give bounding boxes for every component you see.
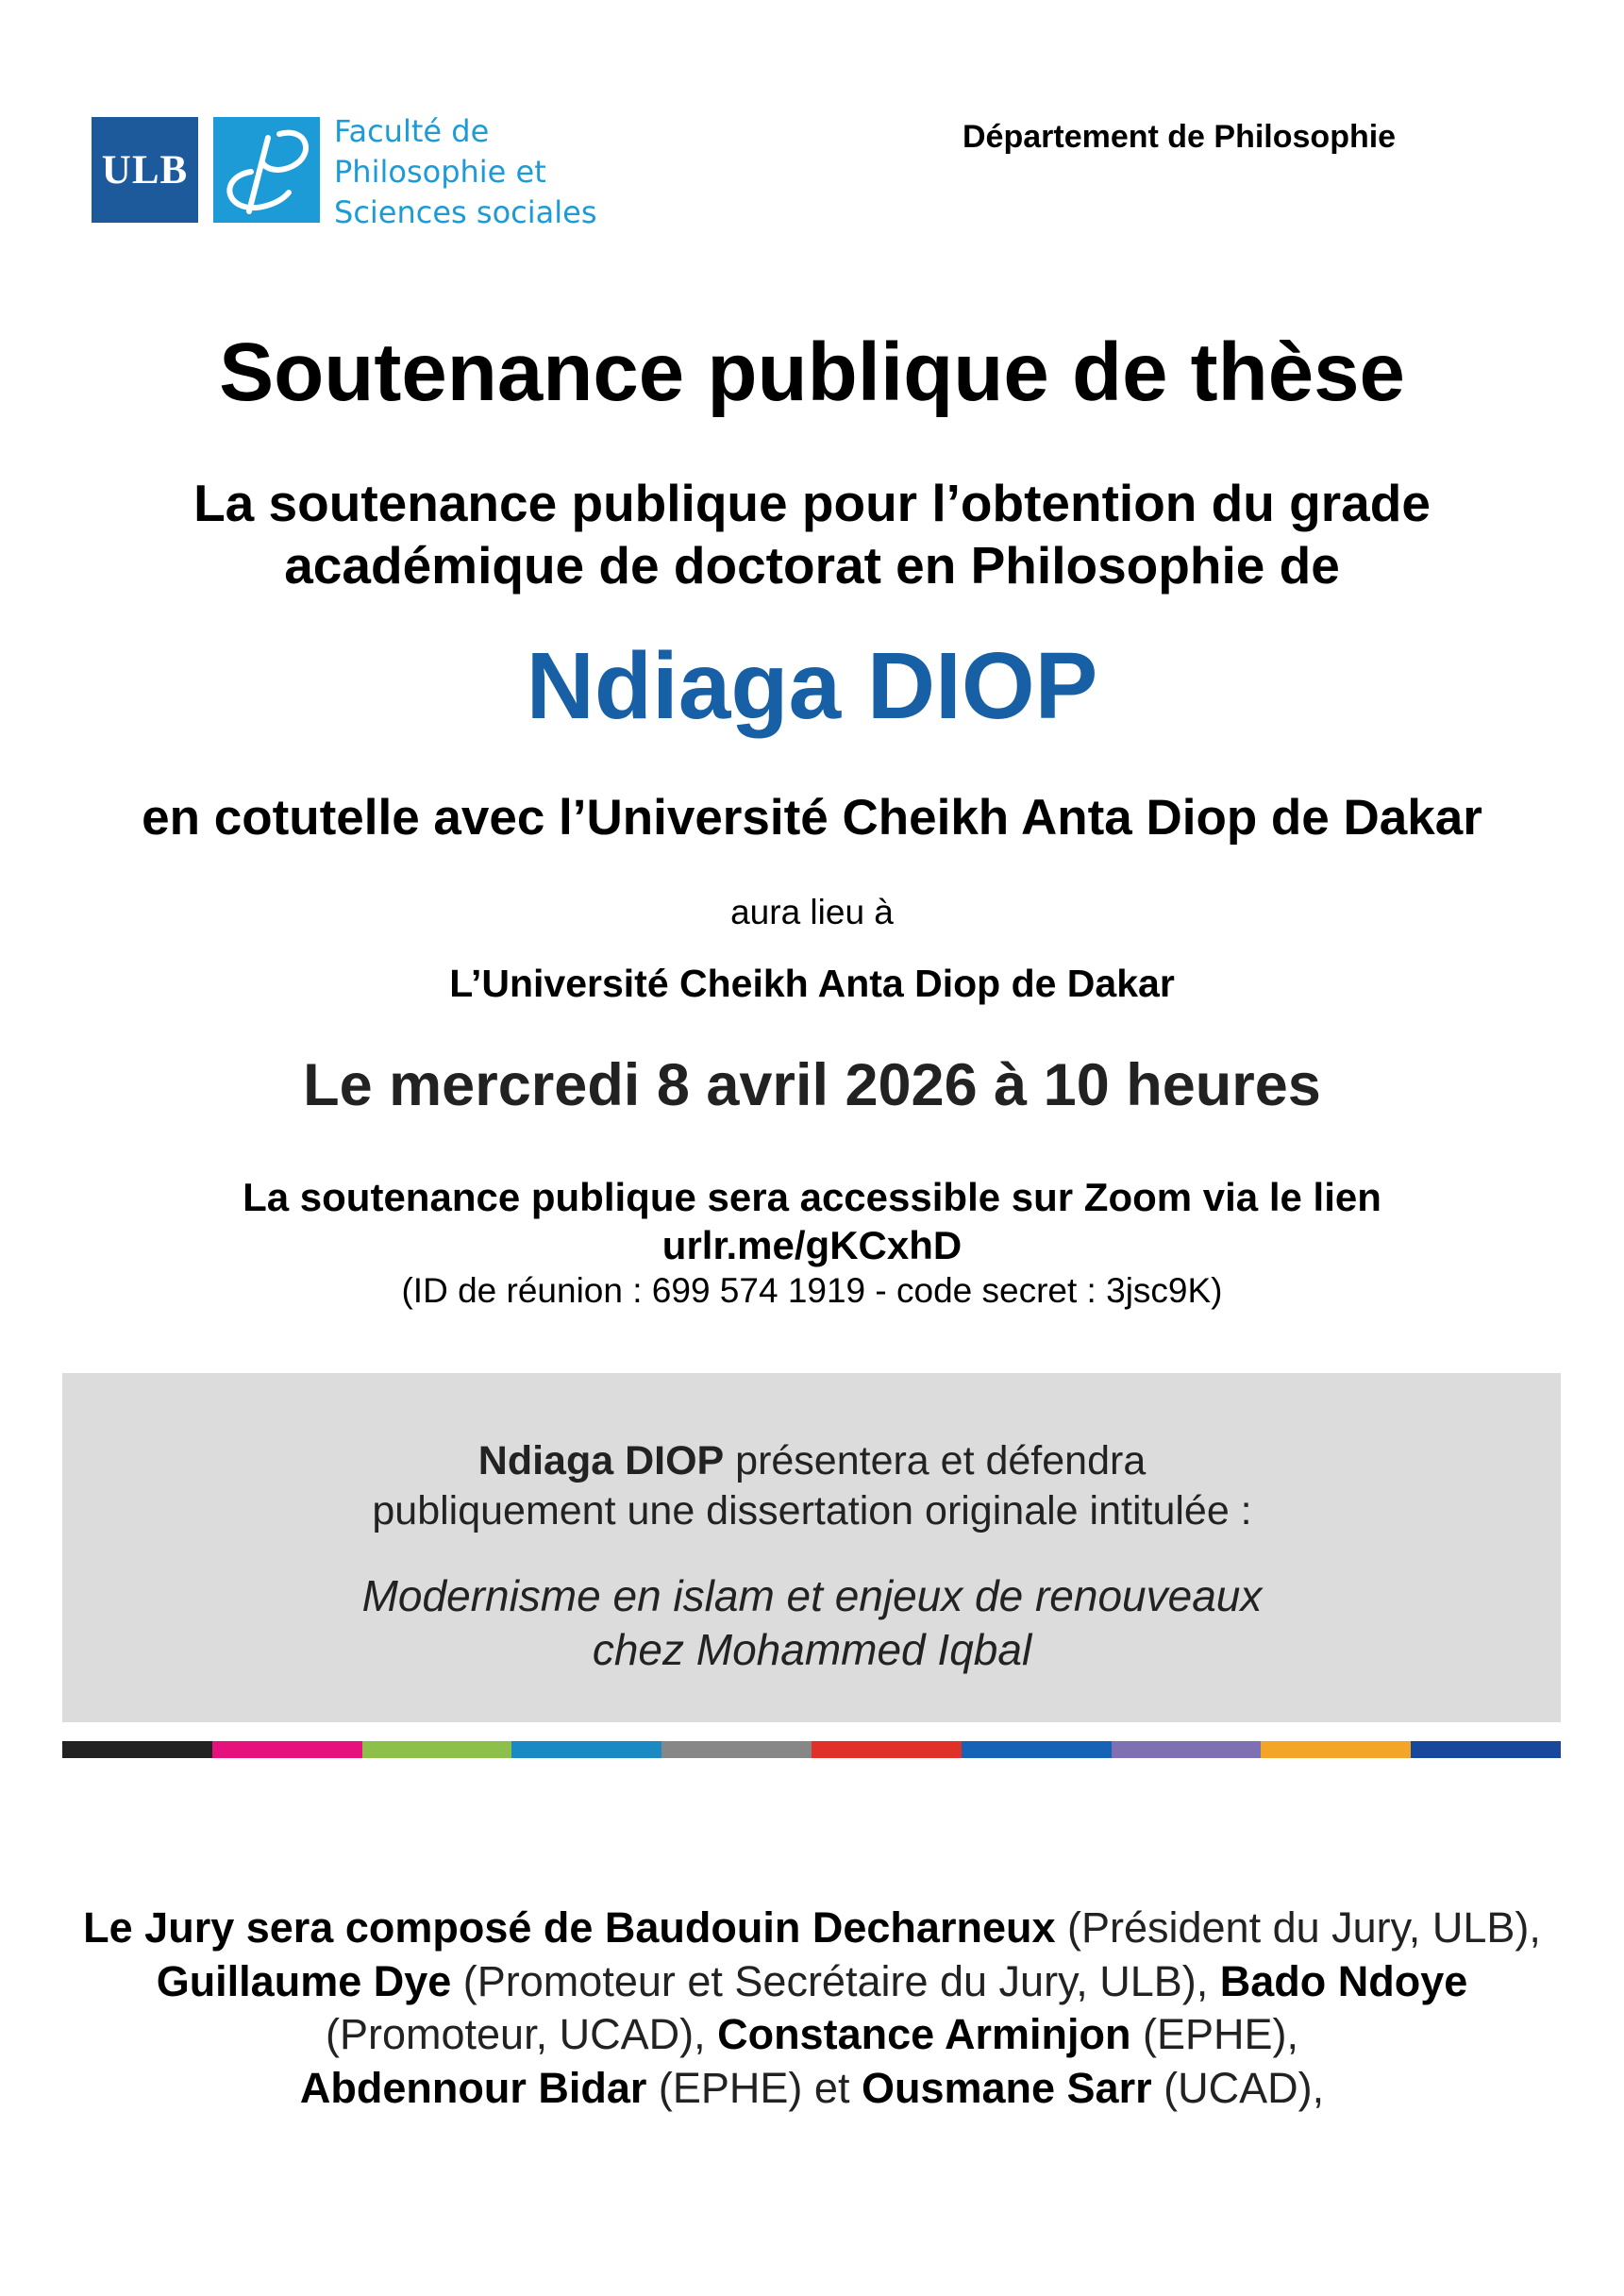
jury-member-2: Guillaume Dye xyxy=(156,1956,452,2005)
dissertation-title-line-2: chez Mohammed Iqbal xyxy=(592,1625,1032,1674)
jury-intro: Le Jury sera composé de xyxy=(83,1903,605,1952)
meeting-info: (ID de réunion : 699 574 1919 - code secret : 3jsc9K) xyxy=(401,1271,1223,1310)
color-bar-segment-8 xyxy=(1112,1741,1262,1758)
color-bar-segment-4 xyxy=(511,1741,661,1758)
presenter-text: présentera et défendra xyxy=(724,1438,1147,1483)
zoom-text: La soutenance publique sera accessible sur Zoom via le lien xyxy=(243,1175,1381,1219)
faculty-name xyxy=(334,111,596,233)
faculty-logo-icon xyxy=(213,117,320,223)
department-name: Département de Philosophie xyxy=(963,119,1397,155)
jury-member-1: Baudouin Decharneux xyxy=(604,1903,1056,1952)
dissertation-title-line-1: Modernisme en islam et enjeux de renouveaux xyxy=(361,1571,1263,1620)
color-bar-segment-7 xyxy=(962,1741,1112,1758)
color-bar-segment-9 xyxy=(1261,1741,1411,1758)
jury-member-4: Constance Arminjon xyxy=(717,2010,1131,2058)
color-bar-segment-6 xyxy=(812,1741,962,1758)
dissertation-intro: publiquement une dissertation originale intitulée : xyxy=(372,1488,1252,1533)
jury-role-5: (EPHE) et xyxy=(646,2063,862,2112)
color-bar-segment-10 xyxy=(1411,1741,1561,1758)
ulb-logo xyxy=(92,117,198,223)
presenter-name: Ndiaga DIOP xyxy=(477,1438,725,1483)
faculty-swirl-icon xyxy=(213,117,320,223)
jury-role-4: (EPHE), xyxy=(1130,2010,1298,2058)
jury-role-2: (Promoteur et Secrétaire du Jury, ULB), xyxy=(451,1956,1220,2005)
date-time: Le mercredi 8 avril 2026 à 10 heures xyxy=(303,1052,1321,1118)
jury-member-5: Abdennour Bidar xyxy=(299,2063,647,2112)
faculty-line-1: Faculté de xyxy=(334,113,490,149)
presenter-line xyxy=(0,1436,1624,1485)
subtitle-line-2: académique de doctorat en Philosophie de xyxy=(284,536,1340,595)
jury-role-1: (Président du Jury, ULB), xyxy=(1055,1903,1541,1952)
color-bar-segment-1 xyxy=(62,1741,212,1758)
color-bar-segment-2 xyxy=(212,1741,362,1758)
jury-member-6: Ousmane Sarr xyxy=(861,2063,1152,2112)
subtitle-line-1: La soutenance publique pour l’obtention du grade xyxy=(193,474,1431,532)
jury-text xyxy=(75,1902,1549,2115)
page-title: Soutenance publique de thèse xyxy=(219,327,1405,418)
jury-role-3: (Promoteur, UCAD), xyxy=(325,2010,718,2058)
zoom-link[interactable]: urlr.me/gKCxhD xyxy=(661,1223,963,1267)
faculty-line-3: Sciences sociales xyxy=(334,194,597,230)
jury-role-6: (UCAD), xyxy=(1151,2063,1325,2112)
aura-lieu-text: aura lieu à xyxy=(730,893,894,931)
candidate-name: Ndiaga DIOP xyxy=(526,633,1098,739)
color-bar-segment-3 xyxy=(362,1741,512,1758)
ulb-logo-text: ULB xyxy=(101,147,189,193)
color-bar xyxy=(62,1741,1561,1758)
jury-member-3: Bado Ndoye xyxy=(1219,1956,1468,2005)
faculty-line-2: Philosophie et xyxy=(334,154,546,190)
color-bar-segment-5 xyxy=(661,1741,812,1758)
cotutelle-text: en cotutelle avec l’Université Cheikh Anta Diop de Dakar xyxy=(142,790,1482,846)
location-text: L’Université Cheikh Anta Diop de Dakar xyxy=(449,962,1175,1005)
